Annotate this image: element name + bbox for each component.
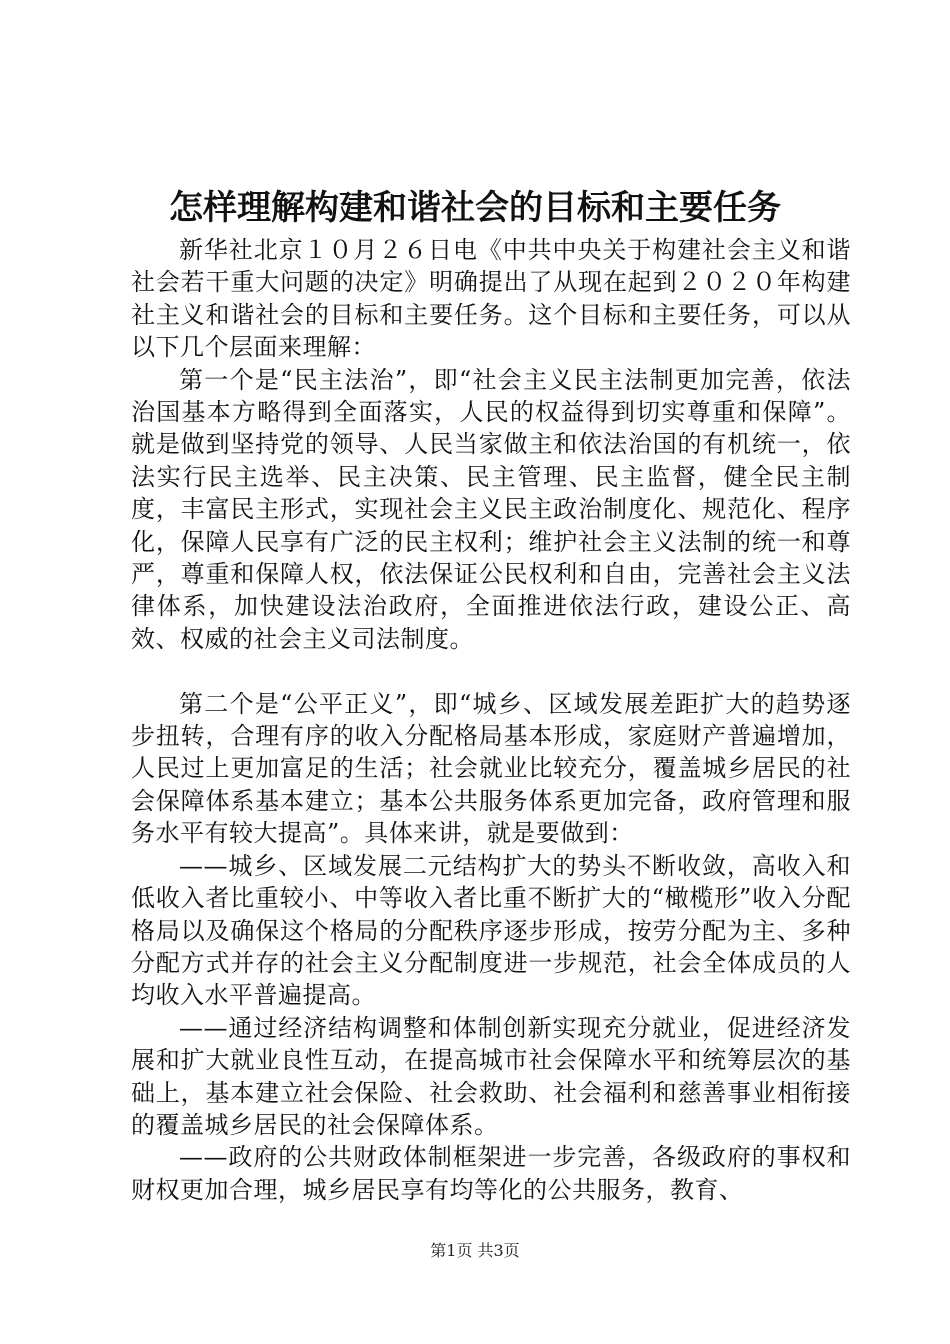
paragraph-democracy-rule-of-law: 第一个是“民主法治”，即“社会主义民主法制更加完善，依法治国基本方略得到全面落实，人民的权益得到切实尊重和保障”。就是做到坚持党的领导、人民当家做主和依法治国的有机统一，依法实行民主选举、民主决策、民主管理、民主监督，健全民主制度，丰富民主形式，实现社会主义民主政治制度化、规范化、程序化，保障人民享有广泛的民主权利；维护社会主义法制的统一和尊严，尊重和保障人权，依法保证公民权利和自由，完善社会主义法律体系，加快建设法治政府，全面推进依法行政，建设公正、高效、权威的社会主义司法制度。 <box>131 365 851 653</box>
paragraph-public-finance: ——政府的公共财政体制框架进一步完善，各级政府的事权和财权更加合理，城乡居民享有均等化的公共服务，教育、 <box>131 1143 851 1204</box>
paragraph-intro: 新华社北京１０月２６日电《中共中央关于构建社会主义和谐社会若干重大问题的决定》明确提出了从现在起到２０２０年构建社主义和谐社会的目标和主要任务。这个目标和主要任务，可以从以下几个层面来理解： <box>131 236 851 362</box>
paragraph-fairness-justice: 第二个是“公平正义”，即“城乡、区域发展差距扩大的趋势逐步扭转，合理有序的收入分配格局基本形成，家庭财产普遍增加，人民过上更加富足的生活；社会就业比较充分，覆盖城乡居民的社会保障体系基本建立；基本公共服务体系更加完备，政府管理和服务水平有较大提高”。具体来讲，就是要做到： <box>131 689 851 848</box>
paragraph-employment-social-security: ——通过经济结构调整和体制创新实现充分就业，促进经济发展和扩大就业良性互动，在提高城市社会保障水平和统筹层次的基础上，基本建立社会保险、社会救助、社会福利和慈善事业相衔接的覆盖城乡居民的社会保障体系。 <box>131 1013 851 1139</box>
document-body <box>131 234 851 1206</box>
page-number-footer: 第1页 共3页 <box>430 1241 520 1260</box>
document-title: 怎样理解构建和谐社会的目标和主要任务 <box>169 188 781 228</box>
paragraph-income-distribution: ——城乡、区域发展二元结构扩大的势头不断收敛，高收入和低收入者比重较小、中等收入者比重不断扩大的“橄榄形”收入分配格局以及确保这个格局的分配秩序逐步形成，按劳分配为主、多种分配方式并存的社会主义分配制度进一步规范，社会全体成员的人均收入水平普遍提高。 <box>131 851 851 1010</box>
